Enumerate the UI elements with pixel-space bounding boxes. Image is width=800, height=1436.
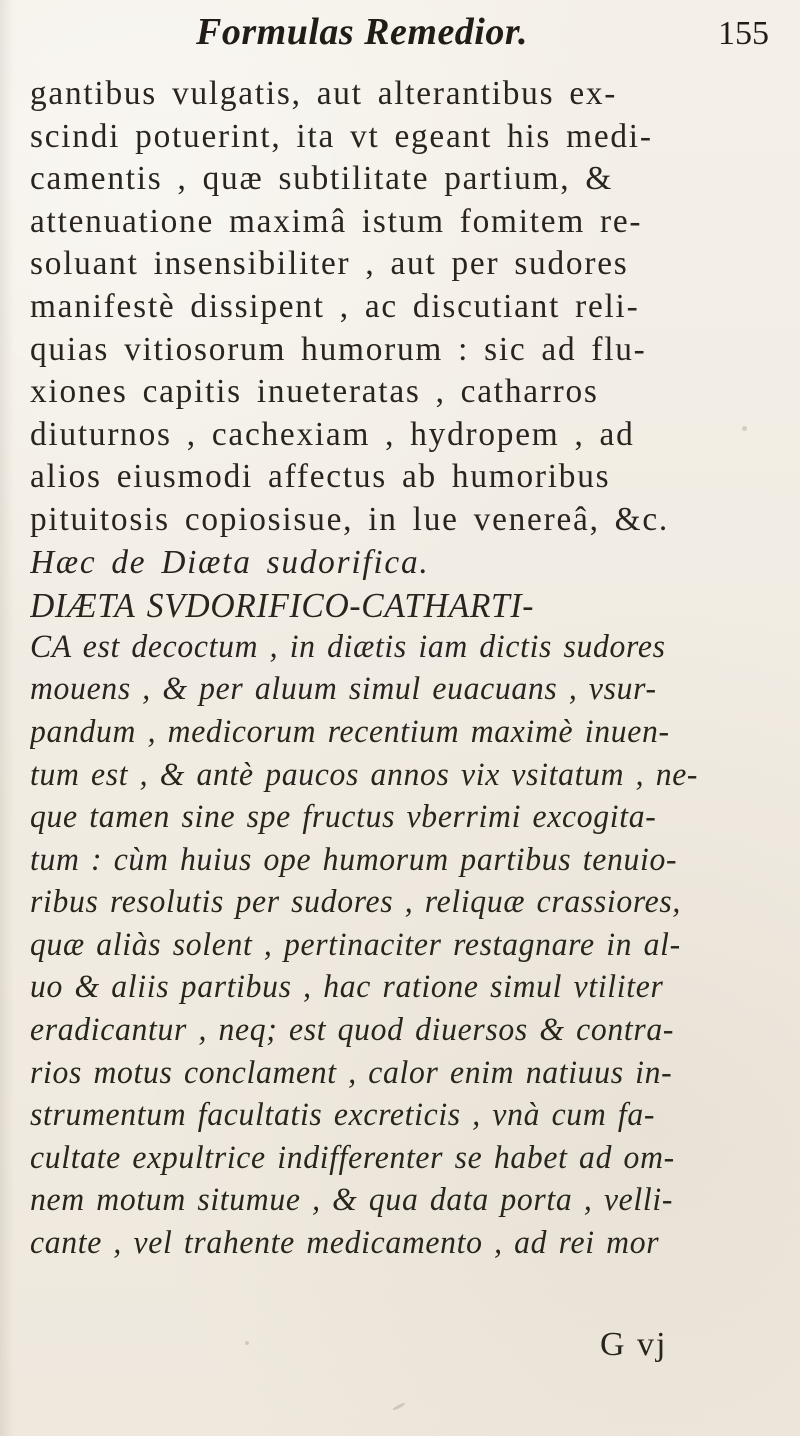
text-line: alios eiusmodi affectus ab humoribus	[30, 458, 611, 496]
page-header	[0, 10, 800, 62]
text-line: ribus resolutis per sudores , reliquæ crassiores,	[30, 884, 681, 921]
text-line: cultate expultrice indifferenter se habet ad om-	[30, 1139, 675, 1176]
text-line: tum est , & antè paucos annos vix vsitatum , ne-	[30, 756, 699, 793]
text-line: diuturnos , cachexiam , hydropem , ad	[30, 415, 635, 453]
text-line: scindi potuerint, ita vt egeant his medi-	[30, 117, 653, 155]
text-line: pandum , medicorum recentium maximè inuen-	[30, 713, 670, 750]
ink-speck	[245, 1341, 249, 1345]
ink-speck	[392, 1402, 406, 1411]
text-line: cante , vel trahente medicamento , ad rei mor	[30, 1225, 660, 1262]
text-line: attenuatione maximâ istum fomitem re-	[30, 202, 643, 240]
text-line: soluant insensibiliter , aut per sudores	[30, 245, 629, 283]
text-line: manifestè dissipent , ac discutiant reli-	[30, 287, 640, 325]
page-number: 155	[718, 15, 769, 52]
text-line: pituitosis copiosisue, in lue venereâ, &c.	[30, 500, 670, 538]
page-gutter-shadow	[0, 0, 14, 1436]
italic-paragraph	[30, 586, 780, 1268]
main-text	[30, 75, 780, 1268]
text-line: quæ aliàs solent , pertinaciter restagnare in al-	[30, 926, 681, 963]
text-line: quias vitiosorum humorum : sic ad flu-	[30, 330, 647, 368]
text-line: CA est decoctum , in diætis iam dictis sudores	[30, 628, 666, 665]
text-line: uo & aliis partibus , hac ratione simul vtiliter	[30, 969, 664, 1006]
text-line: mouens , & per aluum simul euacuans , vsur-	[30, 671, 657, 708]
text-line: rios motus conclament , calor enim natiuus in-	[30, 1054, 673, 1091]
signature-mark: G vj	[600, 1326, 668, 1363]
text-line: nem motum situmue , & qua data porta , velli-	[30, 1182, 674, 1219]
ink-speck	[742, 426, 747, 431]
text-line: tum : cùm huius ope humorum partibus tenuio-	[30, 841, 678, 878]
running-head: Formulas Remedior.	[196, 11, 529, 53]
section-heading: DIÆTA SVDORIFICO-CATHARTI-	[30, 586, 535, 626]
text-line: xiones capitis inueteratas , catharros	[30, 373, 599, 411]
text-line: gantibus vulgatis, aut alterantibus ex-	[30, 75, 618, 112]
roman-paragraph	[30, 75, 780, 586]
text-line: camentis , quæ subtilitate partium, &	[30, 160, 614, 198]
text-line: strumentum facultatis excreticis , vnà cum fa-	[30, 1097, 656, 1134]
italic-summary-line: Hæc de Diæta sudorifica.	[30, 543, 430, 581]
text-line: eradicantur , neq; est quod diuersos & contra-	[30, 1012, 675, 1049]
text-line: que tamen sine spe fructus vberrimi excogita-	[30, 799, 657, 836]
